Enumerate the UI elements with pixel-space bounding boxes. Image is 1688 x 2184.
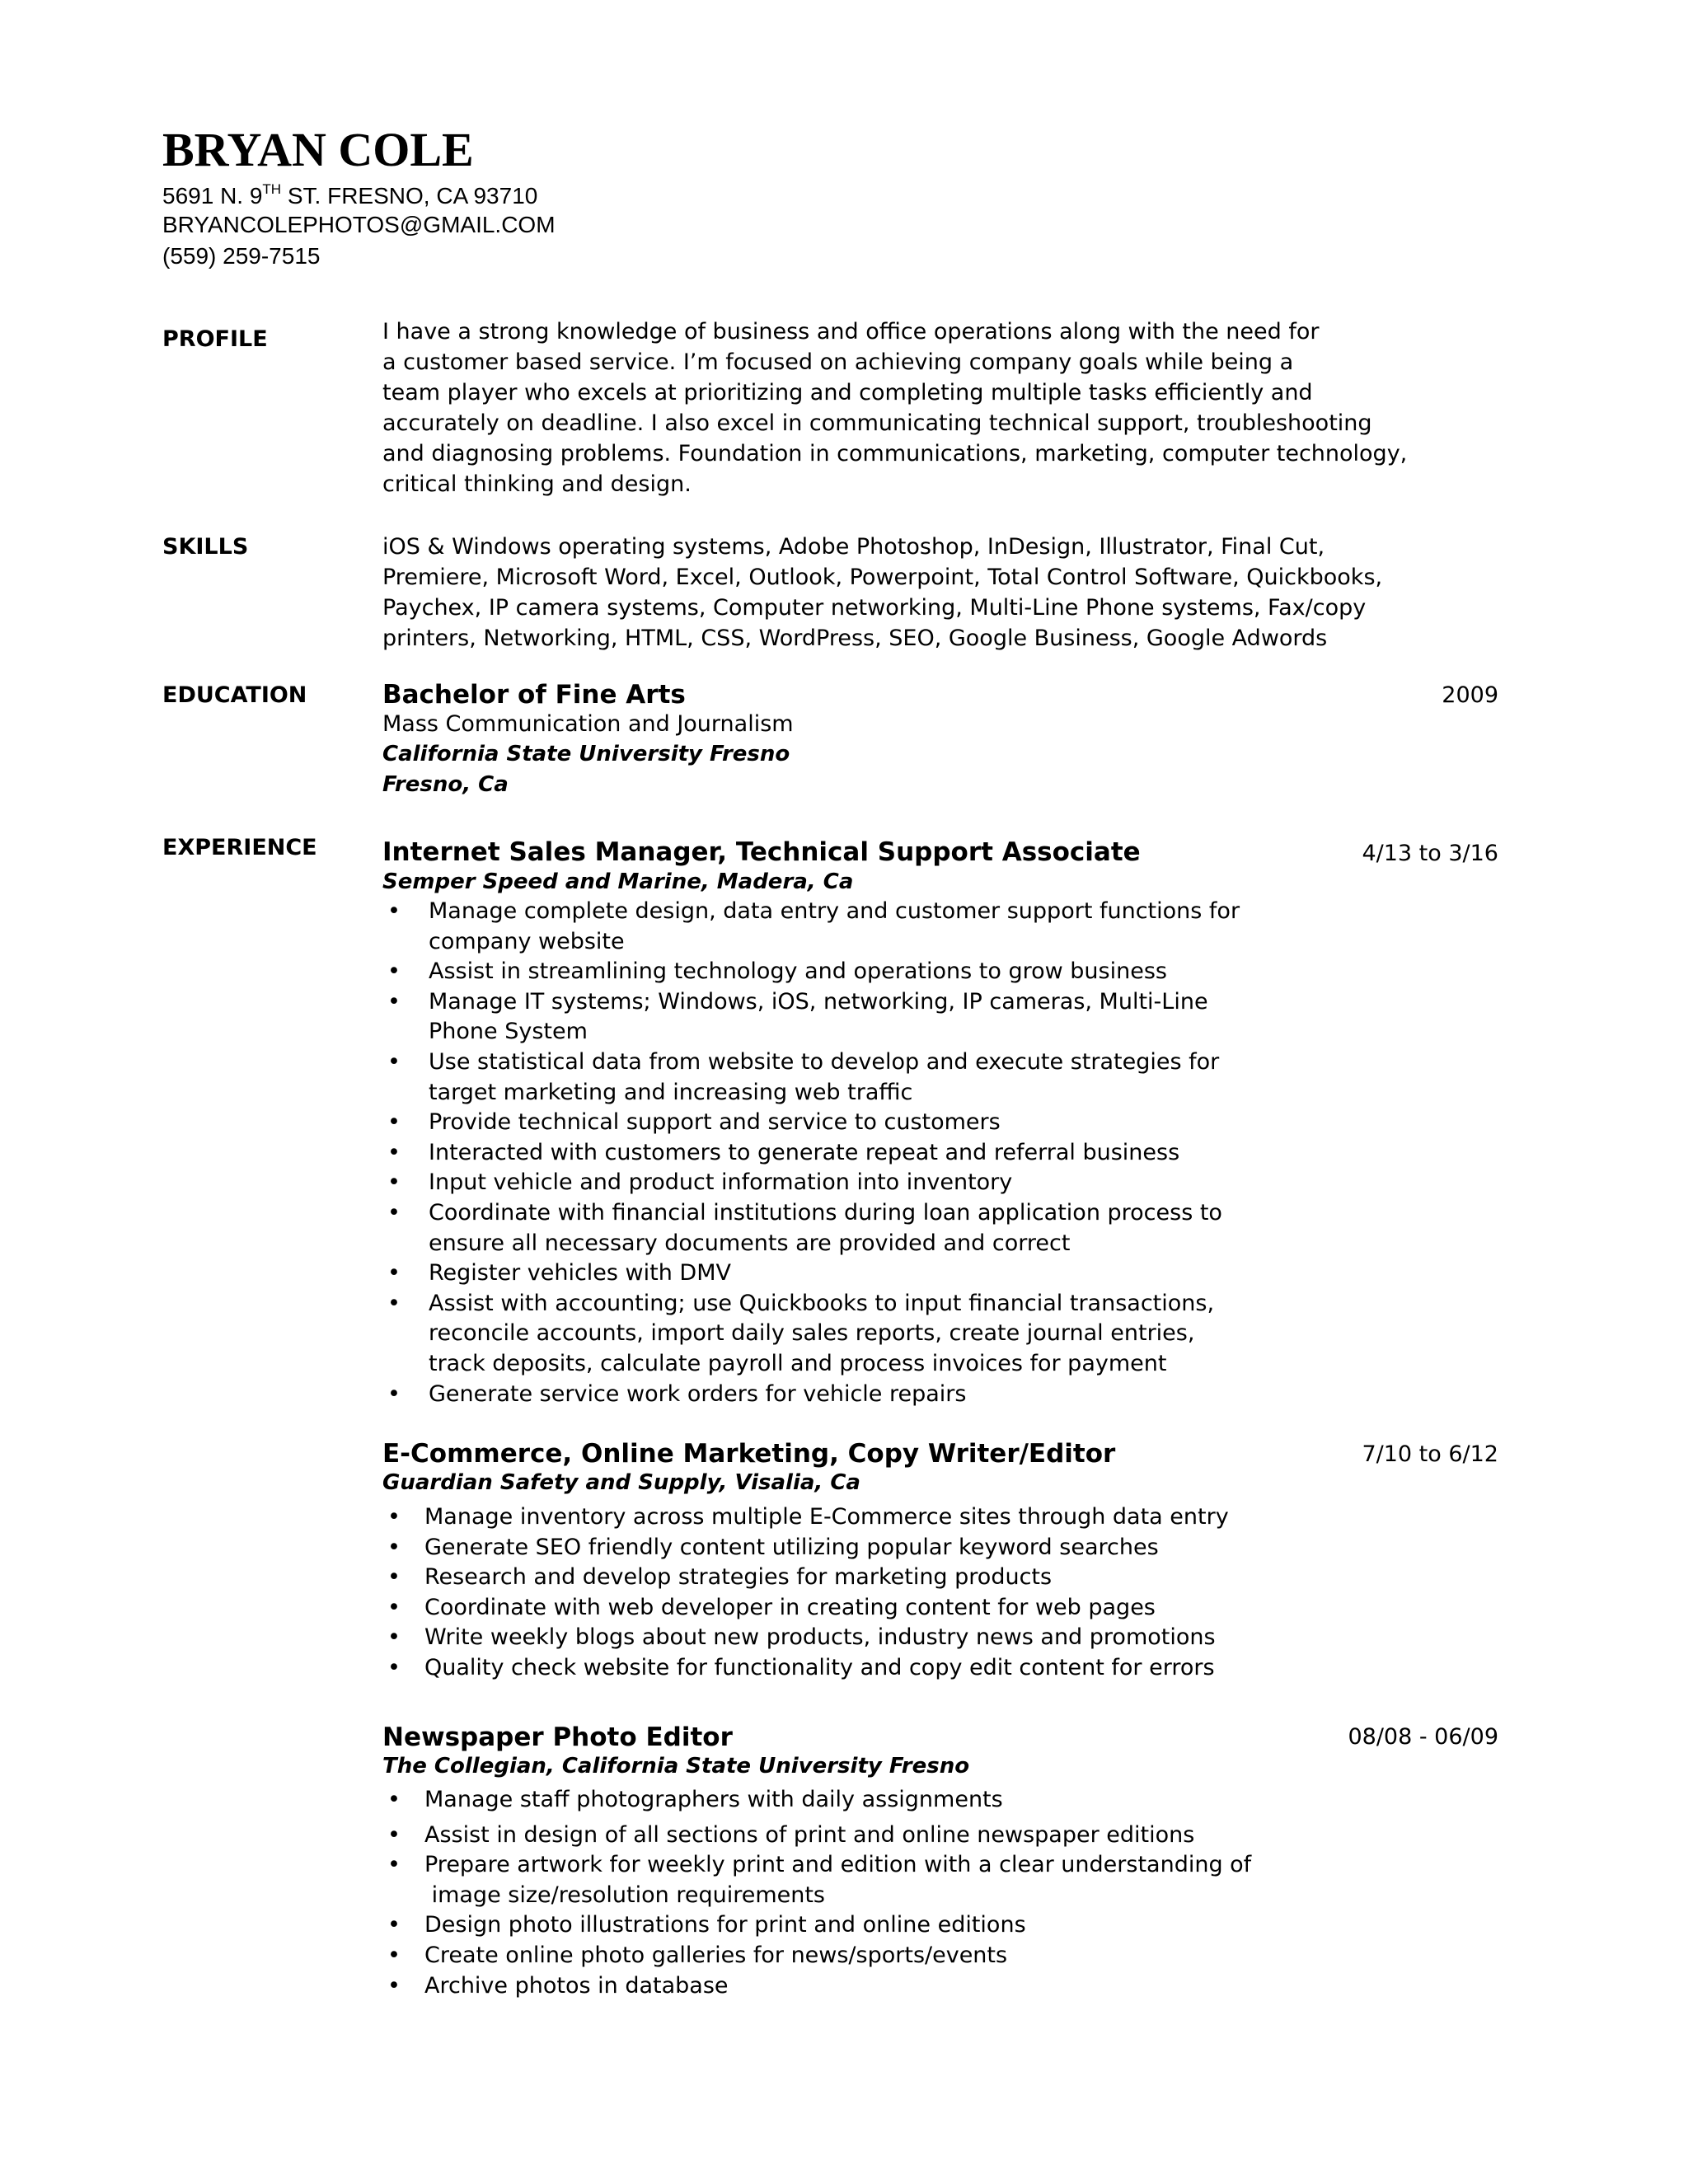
job-employer: Guardian Safety and Supply, Visalia, Ca xyxy=(382,1470,860,1495)
skills-line: iOS & Windows operating systems, Adobe Photoshop, InDesign, Illustrator, Final Cut, xyxy=(382,534,1325,560)
skills-heading: SKILLS xyxy=(162,534,249,560)
list-item: • Manage staff photographers with daily assignments xyxy=(382,1785,1251,1816)
candidate-name: BRYAN COLE xyxy=(162,123,474,176)
profile-line: I have a strong knowledge of business and office operations along with the need for xyxy=(382,319,1320,344)
list-item: • Prepare artwork for weekly print and edition with a clear understanding of image size/resolution requirements xyxy=(382,1850,1251,1910)
experience-heading: EXPERIENCE xyxy=(162,835,317,860)
list-item: • Assist in design of all sections of print and online newspaper editions xyxy=(382,1821,1251,1851)
job-employer: Semper Speed and Marine, Madera, Ca xyxy=(382,869,854,894)
profile-line: and diagnosing problems. Foundation in communications, marketing, computer technology, xyxy=(382,441,1408,466)
job-title: Newspaper Photo Editor xyxy=(382,1722,733,1752)
list-item: • Interacted with customers to generate repeat and referral business xyxy=(382,1138,1240,1169)
profile-line: accurately on deadline. I also excel in communicating technical support, troubleshooting xyxy=(382,410,1372,436)
list-item: • Manage IT systems; Windows, iOS, networking, IP cameras, Multi-Line Phone System xyxy=(382,987,1240,1047)
list-item: • Research and develop strategies for marketing products xyxy=(382,1563,1229,1593)
list-item: • Use statistical data from website to develop and execute strategies for target marketing and increasing web traffic xyxy=(382,1047,1240,1108)
email: BRYANCOLEPHOTOS@GMAIL.COM xyxy=(162,212,556,237)
list-item: • Assist with accounting; use Quickbooks to input financial transactions, reconcile accounts, import daily sales reports, create journal entries, track deposits, calculate payroll and process invoices for payment xyxy=(382,1289,1240,1380)
list-item: • Manage complete design, data entry and customer support functions for company website xyxy=(382,897,1240,957)
skills-line: printers, Networking, HTML, CSS, WordPress, SEO, Google Business, Google Adwords xyxy=(382,626,1328,651)
education-heading: EDUCATION xyxy=(162,682,307,708)
list-item: • Generate SEO friendly content utilizing popular keyword searches xyxy=(382,1533,1229,1563)
job-bullet-list xyxy=(382,1785,1251,2001)
profile-heading: PROFILE xyxy=(162,326,268,352)
address xyxy=(162,175,537,211)
list-item: • Input vehicle and product information into inventory xyxy=(382,1168,1240,1198)
list-item: • Provide technical support and service to customers xyxy=(382,1108,1240,1138)
graduation-year: 2009 xyxy=(1442,682,1498,708)
job-title: E-Commerce, Online Marketing, Copy Writer/Editor xyxy=(382,1439,1116,1469)
skills-line: Paychex, IP camera systems, Computer networking, Multi-Line Phone systems, Fax/copy xyxy=(382,595,1367,621)
job-employer: The Collegian, California State University Fresno xyxy=(382,1754,970,1779)
list-item: • Manage inventory across multiple E-Commerce sites through data entry xyxy=(382,1502,1229,1533)
profile-line: a customer based service. I’m focused on achieving company goals while being a xyxy=(382,349,1294,375)
job-bullet-list xyxy=(382,1502,1229,1684)
job-title: Internet Sales Manager, Technical Support Associate xyxy=(382,837,1141,867)
profile-text xyxy=(382,316,1479,499)
skills-line: Premiere, Microsoft Word, Excel, Outlook, Powerpoint, Total Control Software, Quickbooks, xyxy=(382,565,1383,590)
list-item: • Quality check website for functionality and copy edit content for errors xyxy=(382,1653,1229,1684)
job-dates: 4/13 to 3/16 xyxy=(1362,841,1498,866)
list-item: • Design photo illustrations for print and online editions xyxy=(382,1910,1251,1941)
degree-major: Mass Communication and Journalism xyxy=(382,711,794,737)
degree-title: Bachelor of Fine Arts xyxy=(382,680,686,710)
address-city: ST. FRESNO, CA 93710 xyxy=(281,183,538,209)
skills-text xyxy=(382,532,1479,654)
phone: (559) 259-7515 xyxy=(162,243,321,269)
list-item: • Create online photo galleries for news/sports/events xyxy=(382,1941,1251,1971)
list-item: • Write weekly blogs about new products, industry news and promotions xyxy=(382,1623,1229,1653)
address-street: 5691 N. 9 xyxy=(162,183,263,209)
list-item: • Coordinate with web developer in creating content for web pages xyxy=(382,1593,1229,1624)
job-dates: 7/10 to 6/12 xyxy=(1362,1441,1498,1467)
school-name: California State University Fresno xyxy=(382,742,790,766)
profile-line: team player who excels at prioritizing and completing multiple tasks efficiently and xyxy=(382,380,1313,405)
list-item: • Archive photos in database xyxy=(382,1971,1251,2002)
school-location: Fresno, Ca xyxy=(382,772,509,797)
list-item: • Assist in streamlining technology and operations to grow business xyxy=(382,957,1240,987)
list-item: • Register vehicles with DMV xyxy=(382,1258,1240,1289)
profile-line: critical thinking and design. xyxy=(382,471,692,497)
list-item: • Coordinate with financial institutions during loan application process to ensure all necessary documents are provided and correct xyxy=(382,1198,1240,1258)
job-bullet-list xyxy=(382,897,1240,1409)
address-ordinal-suffix: TH xyxy=(262,181,282,197)
list-item: • Generate service work orders for vehicle repairs xyxy=(382,1380,1240,1410)
job-dates: 08/08 - 06/09 xyxy=(1348,1724,1498,1750)
